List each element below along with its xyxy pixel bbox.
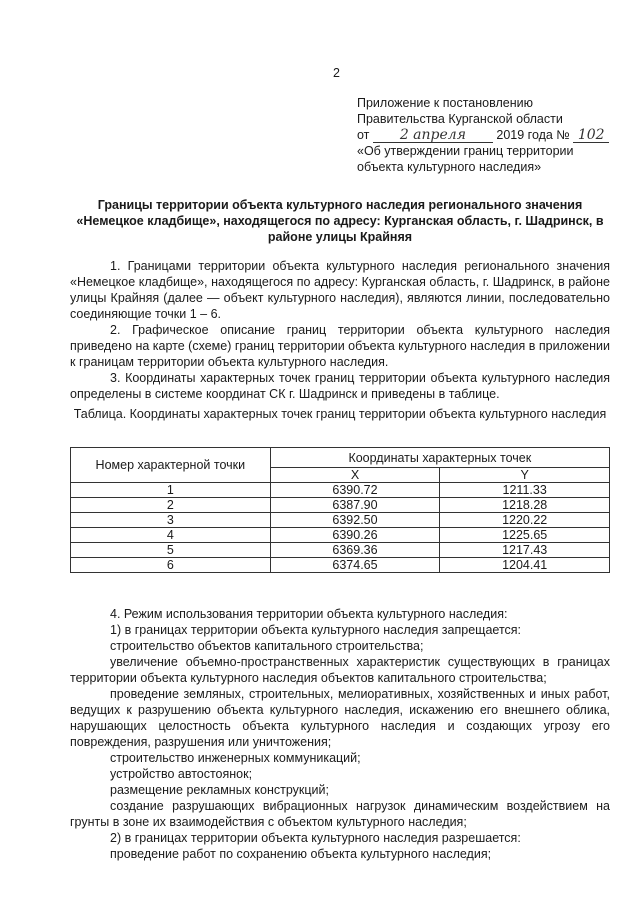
point-y: 1220.22 <box>440 513 610 528</box>
table-row <box>71 558 610 573</box>
table-row <box>71 513 610 528</box>
regime-paragraph-11: проведение работ по сохранению объекта культурного наследия; <box>110 847 492 861</box>
point-y: 1225.65 <box>440 528 610 543</box>
point-x: 6390.26 <box>270 528 440 543</box>
intro-paragraph-3: 3. Координаты характерных точек границ территории объекта культурного наследия определены в системе координат СК г. Шадринск и приведены в таблице. <box>70 371 610 401</box>
header-coordinates: Координаты характерных точек <box>270 448 609 468</box>
intro-paragraph-1: 1. Границами территории объекта культурного наследия регионального значения «Немецкое кладбище», находящегося по адресу: Курганская область, г. Шадринск, в районе улицы Крайняя (далее — объект культурного наследия), являются линии, последовательно соединяющие точки 1 – 6. <box>70 259 610 321</box>
point-x: 6374.65 <box>270 558 440 573</box>
point-x: 6369.36 <box>270 543 440 558</box>
regime-paragraph-9: создание разрушающих вибрационных нагрузок динамическим воздействием на грунты в зоне их взаимодействия с объектом культурного наследия; <box>70 799 610 829</box>
coordinates-table <box>70 447 610 573</box>
appendix-line-4: «Об утверждении границ территории <box>357 144 574 158</box>
appendix-date-line <box>357 127 619 143</box>
handwritten-number: 102 <box>573 129 609 143</box>
point-y: 1218.28 <box>440 498 610 513</box>
appendix-from-prefix: от <box>357 128 370 142</box>
point-number: 3 <box>71 513 271 528</box>
table-row <box>71 483 610 498</box>
regime-paragraph-5: проведение земляных, строительных, мелиоративных, хозяйственных и иных работ, ведущих к разрушению объекта культурного наследия, искажению его внешнего облика, нарушающих целостность объекта культурного наследия и создающих угрозу его повреждения, разрушения или уничтожения; <box>70 687 610 749</box>
point-y: 1204.41 <box>440 558 610 573</box>
header-point-number: Номер характерной точки <box>71 448 271 483</box>
point-number: 6 <box>71 558 271 573</box>
point-x: 6392.50 <box>270 513 440 528</box>
regime-paragraph-7: устройство автостоянок; <box>110 767 253 781</box>
appendix-line-2: Правительства Курганской области <box>357 112 563 126</box>
document-title: Границы территории объекта культурного наследия регионального значения «Немецкое кладбище», находящегося по адресу: Курганская область, г. Шадринск, в районе улицы Крайняя <box>76 198 604 244</box>
regime-paragraph-10: 2) в границах территории объекта культурного наследия разрешается: <box>110 831 521 845</box>
regime-paragraph-8: размещение рекламных конструкций; <box>110 783 329 797</box>
appendix-line-1: Приложение к постановлению <box>357 96 533 110</box>
point-number: 4 <box>71 528 271 543</box>
page-number: 2 <box>333 66 340 80</box>
point-number: 5 <box>71 543 271 558</box>
point-y: 1211.33 <box>440 483 610 498</box>
point-x: 6390.72 <box>270 483 440 498</box>
point-number: 1 <box>71 483 271 498</box>
appendix-block <box>357 95 619 175</box>
regime-section <box>70 606 610 862</box>
regime-paragraph-6: строительство инженерных коммуникаций; <box>110 751 361 765</box>
handwritten-date: 2 апреля <box>373 129 493 143</box>
regime-paragraph-1: 4. Режим использования территории объекта культурного наследия: <box>110 607 508 621</box>
point-number: 2 <box>71 498 271 513</box>
table-row <box>71 528 610 543</box>
point-y: 1217.43 <box>440 543 610 558</box>
header-y: Y <box>440 468 610 483</box>
appendix-year-text: 2019 года № <box>496 128 570 142</box>
regime-paragraph-3: строительство объектов капитального строительства; <box>110 639 424 653</box>
table-row <box>71 543 610 558</box>
appendix-line-5: объекта культурного наследия» <box>357 160 542 174</box>
regime-paragraph-2: 1) в границах территории объекта культурного наследия запрещается: <box>110 623 522 637</box>
header-x: X <box>270 468 440 483</box>
point-x: 6387.90 <box>270 498 440 513</box>
intro-paragraph-2: 2. Графическое описание границ территории объекта культурного наследия приведено на карте (схеме) границ территории объекта культурного наследия в приложении к границам территории объекта культурного наследия. <box>70 323 610 369</box>
table-header-row <box>71 448 610 468</box>
intro-section <box>70 258 610 402</box>
regime-paragraph-4: увеличение объемно-пространственных характеристик существующих в границах территории объекта культурного наследия объектов капитального строительства; <box>70 655 610 685</box>
table-caption: Таблица. Координаты характерных точек границ территории объекта культурного наследия <box>73 407 607 421</box>
table-row <box>71 498 610 513</box>
